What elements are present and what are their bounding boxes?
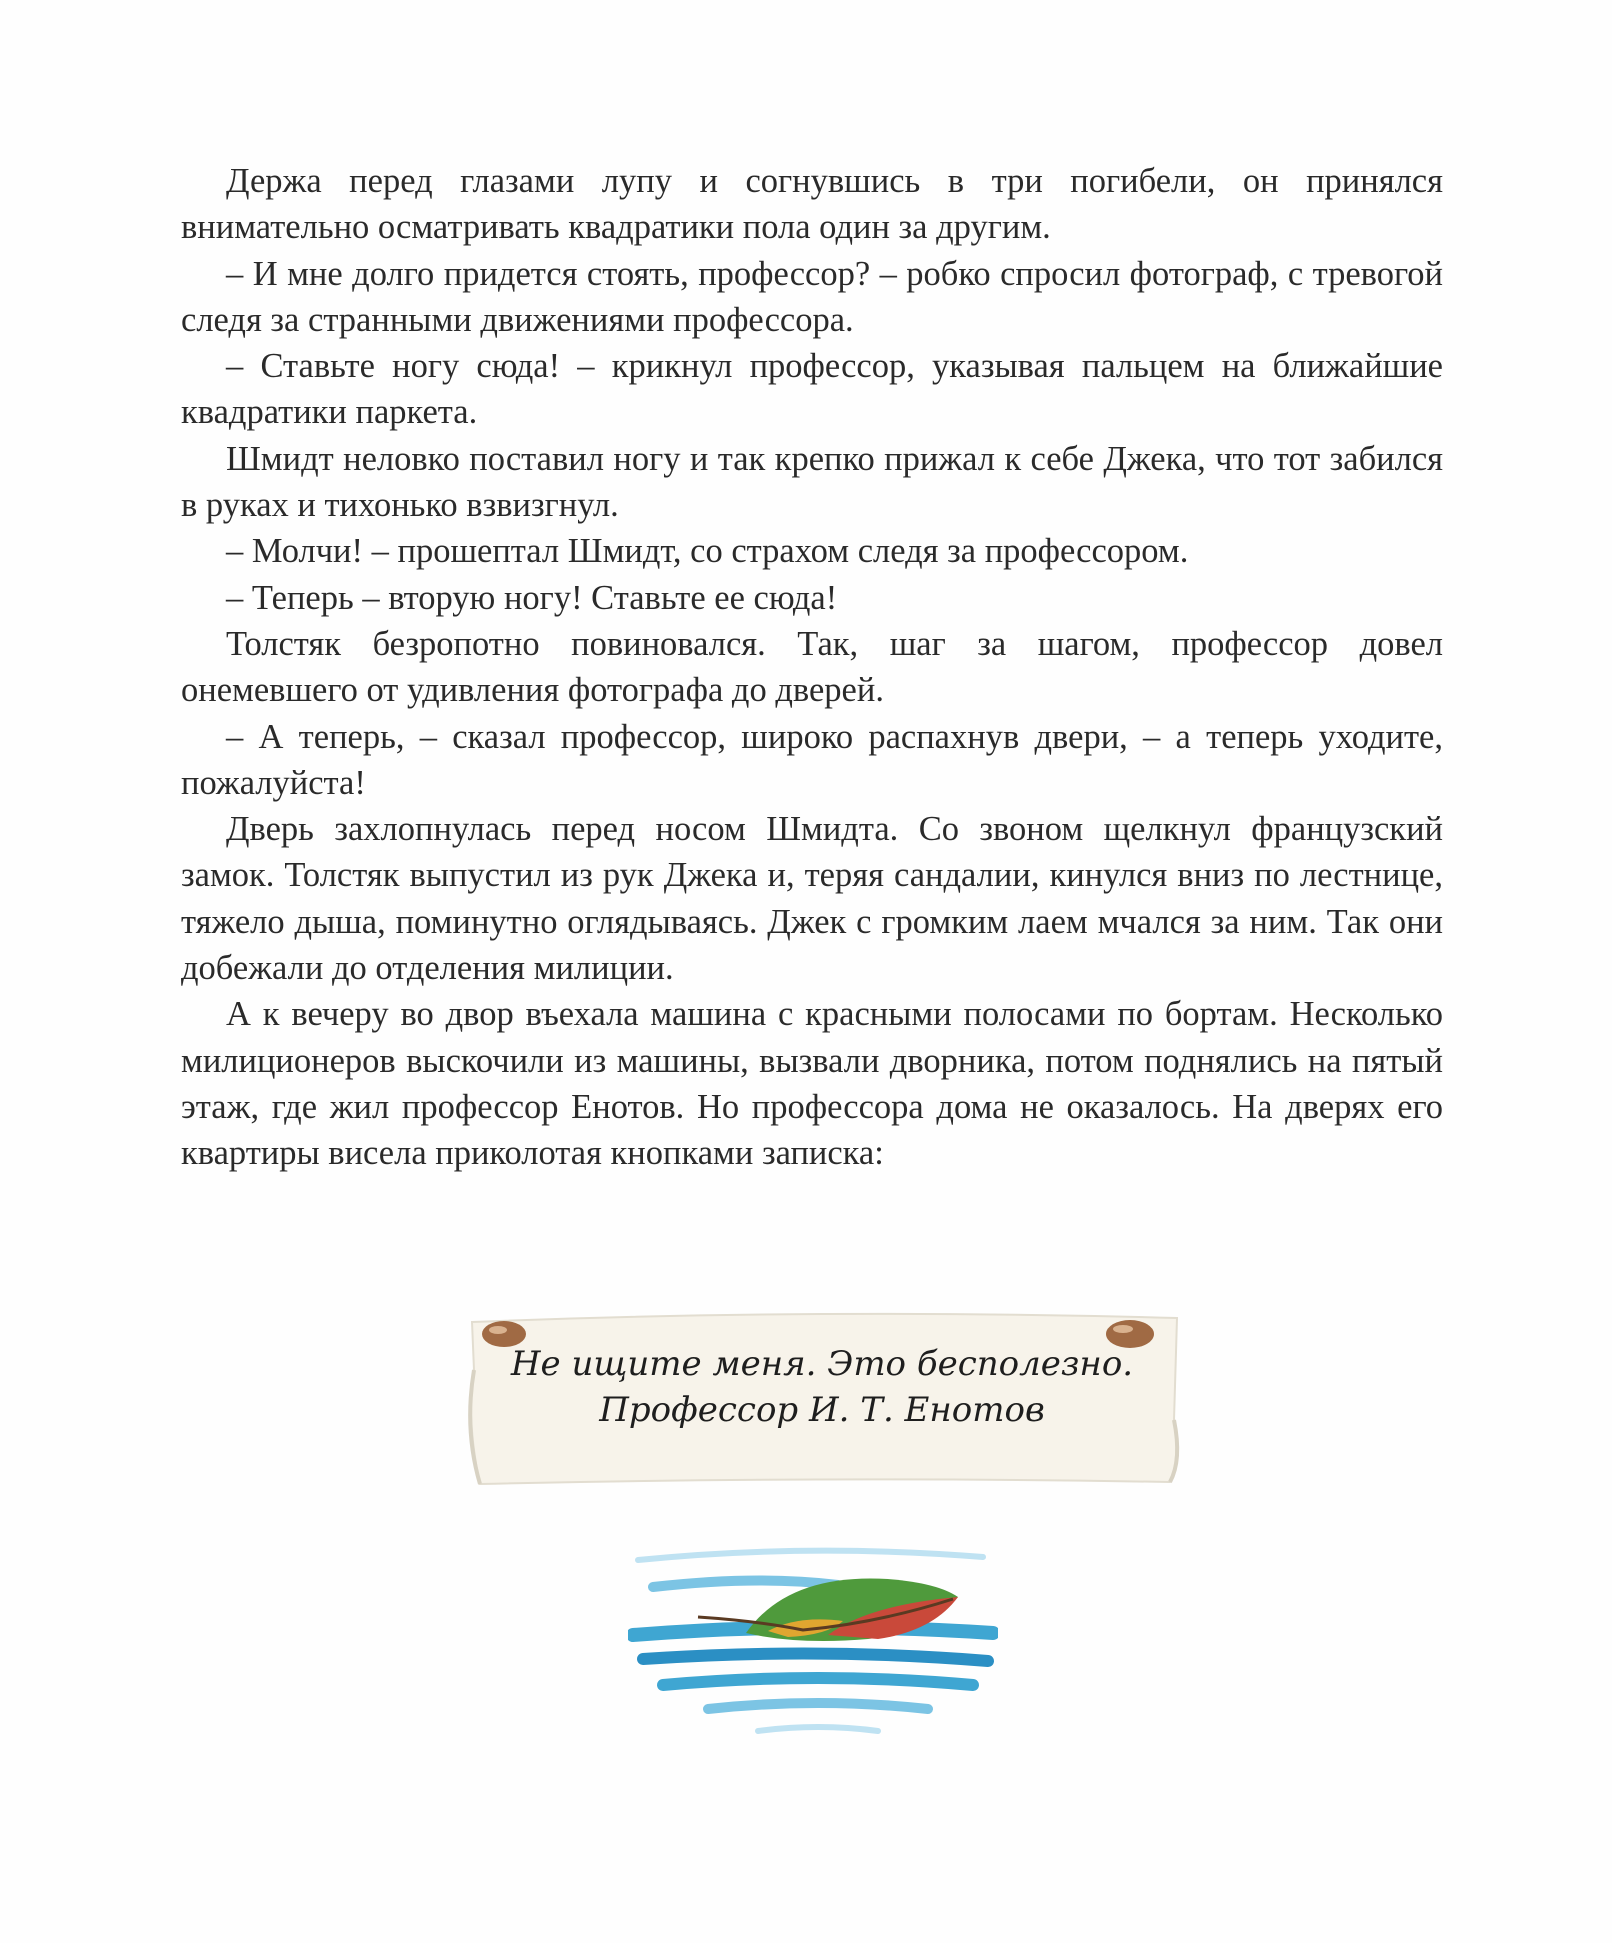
paragraph: А к вечеру во двор въехала машина с красными полосами по бортам. Несколько милиционеров выскочили из машины, вызвали дворника, потом поднялись на пятый этаж, где жил профессор Енотов. Но профессора дома не оказалось. На дверях его квартиры висела приколотая кнопками записка: xyxy=(181,995,1443,1173)
paragraph: – Ставьте ногу сюда! – крикнул профессор, указывая пальцем на ближайшие квадратики паркета. xyxy=(181,347,1443,432)
paragraph: Держа перед глазами лупу и согнувшись в три погибели, он принялся внимательно осматривать квадратики пола один за другим. xyxy=(181,162,1443,247)
pushpin-right-highlight xyxy=(1113,1325,1133,1333)
leaf-on-water-illustration xyxy=(628,1535,998,1745)
water-stroke xyxy=(638,1551,983,1560)
body-text xyxy=(181,158,1443,1177)
pinned-note xyxy=(452,1300,1192,1490)
water-stroke xyxy=(653,1580,838,1587)
pushpin-left-highlight xyxy=(489,1326,507,1334)
note-signature: Профессор И. Т. Енотов xyxy=(599,1390,1045,1430)
paragraph: – Молчи! – прошептал Шмидт, со страхом следя за профессором. xyxy=(226,532,1189,571)
paragraph: Толстяк безропотно повиновался. Так, шаг за шагом, профессор довел онемевшего от удивления фотографа до дверей. xyxy=(181,624,1443,710)
paragraph: – Теперь – вторую ногу! Ставьте ее сюда! xyxy=(226,578,838,617)
water-stroke xyxy=(758,1727,878,1731)
paragraph: – А теперь, – сказал профессор, широко распахнув двери, – а теперь уходите, пожалуйста! xyxy=(181,717,1443,802)
water-stroke xyxy=(643,1653,988,1661)
paragraph: Дверь захлопнулась перед носом Шмидта. Со звоном щелкнул французский замок. Толстяк выпустил из рук Джека и, теряя сандалии, кинулся вниз по лестнице, тяжело дыша, поминутно оглядываясь. Джек с громким лаем мчался за ним. Так они добежали до отделения милиции. xyxy=(181,810,1443,988)
water-stroke xyxy=(708,1703,928,1709)
paragraph: – И мне долго придется стоять, профессор? – робко спросил фотограф, с тревогой следя за странными движениями профессора. xyxy=(181,254,1443,339)
leaf-on-water-icon xyxy=(628,1535,998,1745)
water-stroke xyxy=(663,1678,973,1685)
paragraph: Шмидт неловко поставил ногу и так крепко прижал к себе Джека, что тот забился в руках и тихонько взвизгнул. xyxy=(181,439,1443,525)
note-line: Не ищите меня. Это бесполезно. xyxy=(510,1344,1134,1384)
